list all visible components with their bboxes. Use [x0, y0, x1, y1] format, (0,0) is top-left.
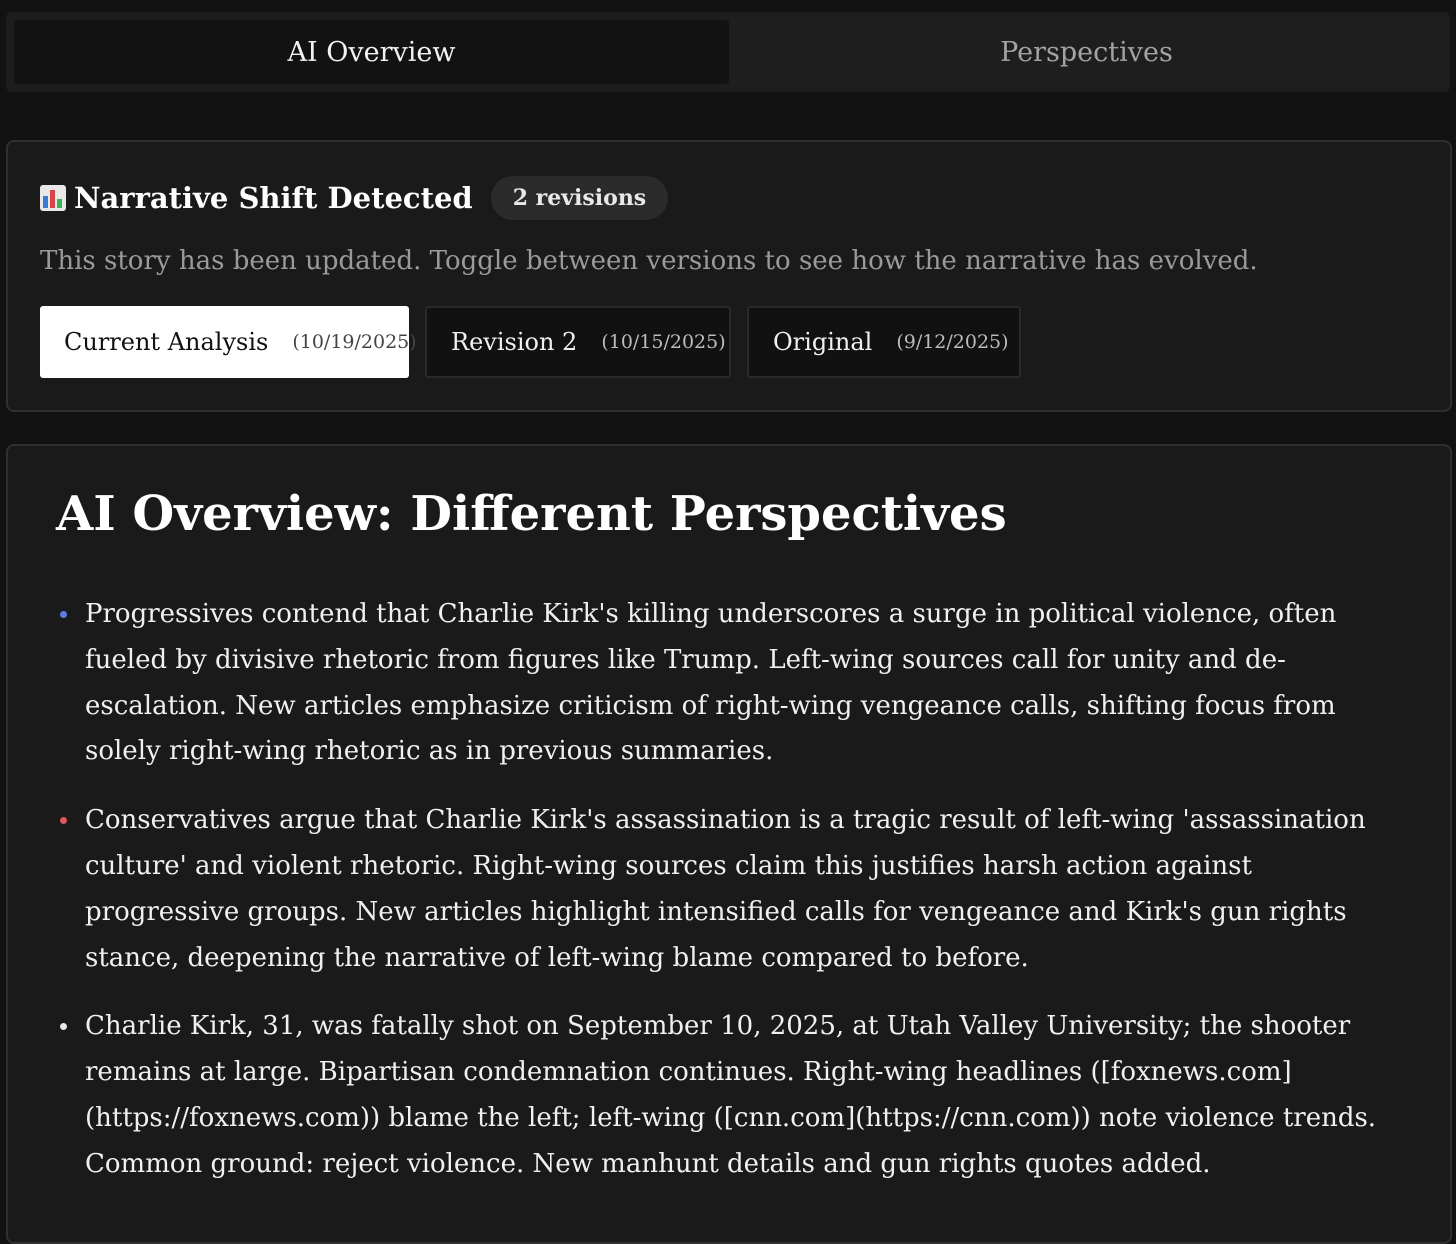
narrative-shift-panel — [6, 140, 1452, 412]
version-date: (10/15/2025) — [601, 331, 726, 353]
version-label: Current Analysis — [64, 328, 269, 356]
bullet-dot — [60, 611, 67, 618]
version-date: (9/12/2025) — [896, 331, 1009, 353]
version-date: (10/19/2025) — [292, 331, 417, 353]
bullet-text: Conservatives argue that Charlie Kirk's assassination is a tragic result of left-wing 'assassination culture' and violent rhetoric. Right-wing sources claim this justifies harsh action against progressive groups. New articles highlight intensified calls for vengeance and Kirk's gun rights stance, deepening the narrative of left-wing blame compared to before. — [85, 805, 1366, 973]
bullet-text: Charlie Kirk, 31, was fatally shot on September 10, 2025, at Utah Valley University; the shooter remains at large. Bipartisan condemnation continues. Right-wing headlines ([foxnews.com](https://foxnews.com)) blame the left; left-wing ([cnn.com](https://cnn.com)) note violence trends. Common ground: reject violence. New manhunt details and gun rights quotes added. — [85, 1011, 1377, 1179]
list-item-conservative — [56, 798, 1396, 981]
view-tabs — [6, 12, 1450, 92]
revisions-badge: 2 revisions — [491, 176, 669, 220]
tab-ai-overview[interactable]: AI Overview — [14, 20, 729, 84]
version-current-analysis-button[interactable] — [40, 306, 417, 378]
bullet-dot — [60, 1023, 67, 1030]
overview-title: AI Overview: Different Perspectives — [56, 486, 1007, 542]
list-item-facts — [56, 1004, 1396, 1187]
bullet-dot — [60, 817, 67, 824]
narrative-shift-description: This story has been updated. Toggle between versions to see how the narrative has evolved. — [40, 246, 1258, 276]
tab-perspectives[interactable]: Perspectives — [1000, 36, 1173, 68]
narrative-shift-title: Narrative Shift Detected — [74, 181, 473, 215]
bullet-text: Progressives contend that Charlie Kirk's killing underscores a surge in political violence, often fueled by divisive rhetoric from figures like Trump. Left-wing sources call for unity and de-escalation. New articles emphasize criticism of right-wing vengeance calls, shifting focus from solely right-wing rhetoric as in previous summaries. — [85, 599, 1337, 767]
ai-overview-panel — [6, 444, 1452, 1244]
perspectives-list — [56, 592, 1396, 1211]
narrative-shift-header — [40, 176, 668, 220]
list-item-progressive — [56, 592, 1396, 775]
version-revision-2-button[interactable] — [425, 306, 731, 378]
version-label: Original — [773, 328, 873, 356]
bar-chart-icon — [40, 185, 66, 211]
version-original-button[interactable] — [747, 306, 1021, 378]
version-label: Revision 2 — [451, 328, 578, 356]
